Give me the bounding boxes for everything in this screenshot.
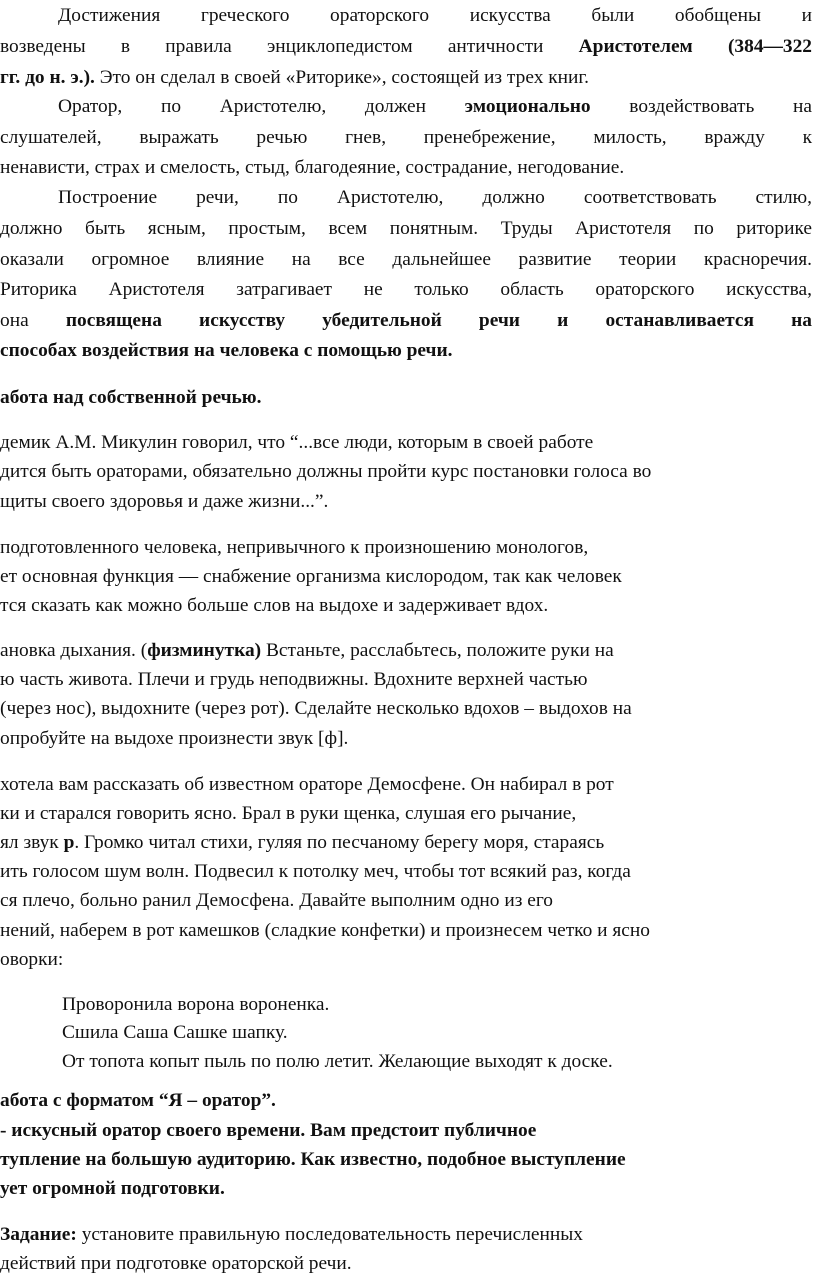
- text-line: ет основная функция — снабжение организма кислородом, так как человек: [0, 566, 622, 587]
- text-line: Построение речи, по Аристотелю, должно соответствовать стилю,: [58, 187, 812, 208]
- text-line: [0, 1146, 626, 1175]
- text-line: возведены в правила энциклопедистом античности Аристотелем (384—322: [0, 36, 812, 57]
- text-line: оказали огромное влияние на все дальнейшее развитие теории красноречия.: [0, 249, 812, 270]
- text-line-text: ует огромной подготовки.: [0, 1178, 225, 1199]
- text-line: она посвящена искусству убедительной речи и останавливается на: [0, 310, 812, 331]
- text-line: должно быть ясным, простым, всем понятным. Труды Аристотеля по риторике: [0, 218, 812, 239]
- text-line: установите правильную последовательность перечисленных: [76, 1224, 583, 1245]
- text-line: Оратор, по Аристотелю, должен эмоционально воздействовать на: [58, 96, 812, 117]
- text-line: оворки:: [0, 949, 64, 970]
- text-line: подготовленного человека, непривычного к произношению монологов,: [0, 537, 589, 558]
- task-label: Задание:: [0, 1224, 77, 1245]
- text-line: нений, наберем в рот камешков (сладкие конфетки) и произнесем четко и ясно: [0, 920, 650, 941]
- text-line: (через нос), выдохните (через рот). Сделайте несколько вдохов – выдохов на: [0, 698, 632, 719]
- text-line-text: действий при подготовке ораторской речи.: [0, 1253, 352, 1274]
- text-line: демик А.М. Микулин говорил, что “...все люди, которым в своей работе: [0, 432, 594, 453]
- text-line: [0, 1117, 536, 1146]
- text-line: дится быть ораторами, обязательно должны пройти курс постановки голоса во: [0, 461, 652, 482]
- text-line: тся сказать как можно больше слов на выдохе и задерживает вдох.: [0, 595, 549, 616]
- text-line: ю часть живота. Плечи и грудь неподвижны. Вдохните верхней частью: [0, 669, 588, 690]
- tongue-twister: От топота копыт пыль по полю летит. Желающие выходят к доске.: [62, 1051, 613, 1072]
- text-line: гг. до н. э.). Это он сделал в своей «Риторике», состоящей из трех книг.: [0, 67, 590, 88]
- text-line: [0, 1175, 225, 1204]
- task-line: [0, 1221, 583, 1250]
- text-line: хотела вам рассказать об известном ораторе Демосфене. Он набирал в рот: [0, 774, 614, 795]
- text-line: [0, 1250, 352, 1279]
- text-line: ановка дыхания. (физминутка) Встаньте, расслабьтесь, положите руки на: [0, 640, 614, 661]
- tongue-twister: Проворонила ворона вороненка.: [62, 994, 330, 1015]
- text-line: ял звук р. Громко читал стихи, гуляя по песчаному берегу моря, стараясь: [0, 832, 605, 853]
- text-line: ить голосом шум волн. Подвесил к потолку меч, чтобы тот всякий раз, когда: [0, 861, 631, 882]
- text-line-text: - искусный оратор своего времени. Вам предстоит публичное: [0, 1120, 537, 1141]
- section-heading: абота над собственной речью.: [0, 387, 262, 408]
- text-line: ся плечо, больно ранил Демосфена. Давайте выполним одно из его: [0, 890, 554, 911]
- text-line: Риторика Аристотеля затрагивает не только область ораторского искусства,: [0, 279, 812, 300]
- text-line: опробуйте на выдохе произнести звук [ф].: [0, 728, 349, 749]
- text-line: ки и старался говорить ясно. Брал в руки щенка, слушая его рычание,: [0, 803, 577, 824]
- text-line-text: тупление на большую аудиторию. Как известно, подобное выступление: [0, 1149, 626, 1170]
- section-heading: абота с форматом “Я – оратор”.: [0, 1090, 276, 1111]
- tongue-twister: Сшила Саша Сашке шапку.: [62, 1022, 288, 1043]
- text-line: щиты своего здоровья и даже жизни...”.: [0, 491, 329, 512]
- text-line: способах воздействия на человека с помощью речи.: [0, 340, 453, 361]
- text-line: ненависти, страх и смелость, стыд, благодеяние, сострадание, негодование.: [0, 157, 625, 178]
- text-line: Достижения греческого ораторского искусства были обобщены и: [58, 5, 812, 26]
- text-line: слушателей, выражать речью гнев, пренебрежение, милость, вражду к: [0, 127, 812, 148]
